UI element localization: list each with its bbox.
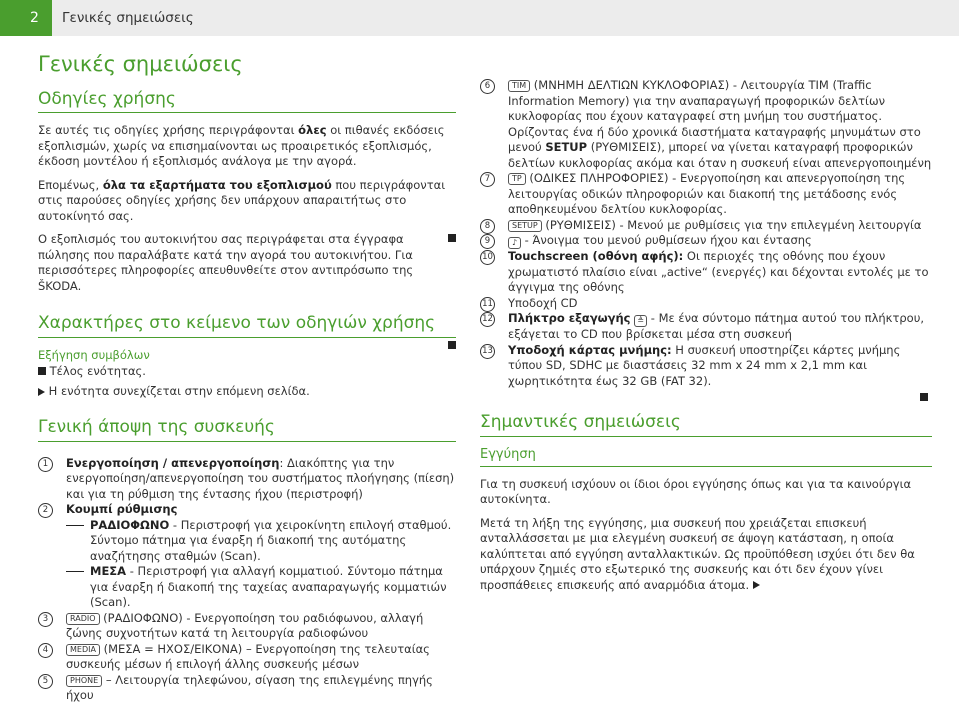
list-item: 13 Υποδοχή κάρτας μνήμης: Η συσκευή υποστηρίζει κάρτες μνήμης τύπου SD, SDHC με διαστάσεις 32 mm x 24 mm x 2,1 mm και χωρητικότητα έως 32 GB (FAT 32). (480, 343, 932, 390)
list-item: 5 PHONE – Λειτουργία τηλεφώνου, σίγαση της επιλεγμένης πηγής ήχου (38, 673, 456, 704)
list-item: 4 MEDIA (ΜΕΣΑ = ΗΧΟΣ/ΕΙΚΟΝΑ) – Ενεργοποίηση της τελευταίας συσκευής μέσων ή επιλογή άλλης συσκευής μέσων (38, 642, 456, 673)
circled-number: 12 (480, 312, 495, 327)
circled-number: 5 (38, 674, 53, 689)
subsection-title-warranty: Εγγύηση (480, 447, 536, 462)
list-item: 3 RADIO (ΡΑΔΙΟΦΩΝΟ) - Ενεργοποίηση του ραδιόφωνου, αλλαγή ζώνης συχνοτήτων κατά τη λειτουργία ραδιοφώνου (38, 611, 456, 642)
phone-key-icon: PHONE (66, 675, 102, 687)
end-square-icon (448, 234, 456, 242)
radio-key-icon: RADIO (66, 613, 100, 625)
running-title: Γενικές σημειώσεις (62, 10, 194, 26)
symbol-end-row: Τέλος ενότητας. (38, 364, 456, 380)
sound-settings-icon: ♪ (508, 237, 521, 249)
paragraph-2: Επομένως, όλα τα εξαρτήματα του εξοπλισμού που περιγράφονται στις παρούσες οδηγίες χρήσης δεν υπάρχουν απαραιτήτως στο αυτοκίνητό σας. (38, 177, 446, 223)
paragraph-3: Ο εξοπλισμός του αυτοκινήτου σας περιγράφεται στα έγγραφα πώλησης που παραλάβατε κατά την αγορά του αυτοκινήτου. Για περισσότερες πληροφορίες απευθυνθείτε στον αντιπρόσωπο της ŠKODA. (38, 232, 414, 293)
list-subitem: ΜΕΣΑ - Περιστροφή για αλλαγή κομματιού. Σύντομο πάτημα για έναρξη ή διακοπή της ταχείας αναπαραγωγής κομματιών (Scan). (38, 564, 456, 611)
section-title-characters: Χαρακτήρες στο κείμενο των οδηγιών χρήσης (38, 313, 436, 333)
list-item: 11 Υποδοχή CD (480, 296, 932, 312)
list-item: 6 TIM (ΜΝΗΜΗ ΔΕΛΤΙΩΝ ΚΥΚΛΟΦΟΡΙΑΣ) - Λειτουργία TIM (Traffic Information Memory) για την αναπαραγωγή προφορικών δελτίων κυκλοφορίας που έχουν καταγραφεί στη μνήμη του συστήματος. Ορίζοντας ένα ή δύο χρονικά διαστήματα καταγραφής μηνυμάτων στο μενού SETUP (ΡΥΘΜΙΣΕΙΣ), μπορεί να γίνεται καταγραφή προφορικών δελτίων κυκλοφορίας ακόμα και όταν η συσκευή είναι απενεργοποιημένη (480, 78, 932, 171)
dash-icon (66, 571, 84, 572)
circled-number: 10 (480, 250, 495, 265)
tp-key-icon: TP (508, 173, 526, 185)
page-title: Γενικές σημειώσεις (38, 52, 243, 76)
symbols-heading: Εξήγηση συμβόλων (38, 348, 150, 362)
list-item: 12 Πλήκτρο εξαγωγής ≜ - Με ένα σύντομο πάτημα αυτού του πλήκτρου, εξάγεται το CD που βρίσκεται μέσα στη συσκευή (480, 311, 932, 343)
continue-arrow-icon (38, 388, 45, 396)
list-item: 9 ♪ - Άνοιγμα του μενού ρυθμίσεων ήχου και έντασης (480, 233, 932, 249)
end-square-icon (38, 367, 46, 375)
circled-number: 8 (480, 219, 495, 234)
list-item: 10 Touchscreen (οθόνη αφής): Οι περιοχές της οθόνης που έχουν χρωματιστό πλαίσιο είναι „active“ (ενεργές) και δέχονται εντολές με το άγγιγμα της οθόνης (480, 249, 932, 296)
end-square-icon (448, 341, 456, 349)
list-item: 2 Κουμπί ρύθμισης (38, 502, 456, 518)
dash-icon (66, 525, 84, 526)
circled-number: 7 (480, 172, 495, 187)
right-column (480, 78, 932, 593)
circled-number: 1 (38, 457, 53, 472)
list-item: 7 TP (ΟΔΙΚΕΣ ΠΛΗΡΟΦΟΡΙΕΣ) - Ενεργοποίηση και απενεργοποίηση της λειτουργίας οδικών πληροφοριών και διακοπή της μετάδοσης ενός αποθηκευμένου δελτίου κυκλοφορίας. (480, 171, 932, 218)
section-title-important: Σημαντικές σημειώσεις (480, 412, 681, 432)
circled-number: 9 (480, 234, 495, 249)
eject-key-icon: ≜ (634, 315, 647, 327)
circled-number: 13 (480, 344, 495, 359)
list-item: 8 SETUP (ΡΥΘΜΙΣΕΙΣ) - Μενού με ρυθμίσεις για την επιλεγμένη λειτουργία (480, 218, 932, 234)
media-key-icon: MEDIA (66, 644, 100, 656)
continue-arrow-icon (753, 581, 760, 589)
end-square-icon (920, 393, 928, 401)
list-subitem: ΡΑΔΙΟΦΩΝΟ - Περιστροφή για χειροκίνητη επιλογή σταθμού. Σύντομο πάτημα για έναρξη ή διακοπή της αυτόματης αναζήτησης σταθμών (Scan). (38, 518, 456, 565)
section-title-instructions: Οδηγίες χρήσης (38, 89, 176, 109)
page-number: 2 (0, 0, 52, 36)
tim-key-icon: TIM (508, 80, 530, 92)
section-title-overview: Γενική άποψη της συσκευής (38, 416, 275, 437)
paragraph-4: Για τη συσκευή ισχύουν οι ίδιοι όροι εγγύησης όπως και για τα καινούργια αυτοκίνητα. (480, 476, 912, 506)
circled-number: 3 (38, 612, 53, 627)
circled-number: 11 (480, 297, 495, 312)
circled-number: 4 (38, 643, 53, 658)
circled-number: 6 (480, 79, 495, 94)
paragraph-5: Μετά τη λήξη της εγγύησης, μια συσκευή που χρειάζεται επισκευή ανταλλάσσεται με μια ελεγμένη συσκευή σε άψογη κατάσταση, η οποία καλύπτεται από εγγύηση ανταλλακτικών. Ως προϋπόθεση ισχύει ότι δεν θα υπάρχουν ζημιές στο εξωτερικό της συσκευής και ότι δεν έχουν γίνει προσπάθειες επισκευής από αναρμόδια άτομα. (480, 515, 915, 592)
symbol-next-row: Η ενότητα συνεχίζεται στην επόμενη σελίδα. (38, 384, 456, 400)
paragraph-1: Σε αυτές τις οδηγίες χρήσης περιγράφονται όλες οι πιθανές εκδόσεις εξοπλισμών, χωρίς να επισημαίνονται ως προαιρετικός εξοπλισμός, έκδοση μοντέλου ή εξοπλισμός ανάλογα με την αγορά. (38, 123, 445, 168)
left-column (38, 52, 456, 704)
list-item: 1 Ενεργοποίηση / απενεργοποίηση: Διακόπτης για την ενεργοποίηση/απενεργοποίηση του συστήματος πλοήγησης (πίεση) και για τη ρύθμιση της έντασης ήχου (περιστροφή) (38, 456, 456, 503)
circled-number: 2 (38, 503, 53, 518)
page-header (0, 0, 959, 36)
setup-key-icon: SETUP (508, 220, 542, 232)
